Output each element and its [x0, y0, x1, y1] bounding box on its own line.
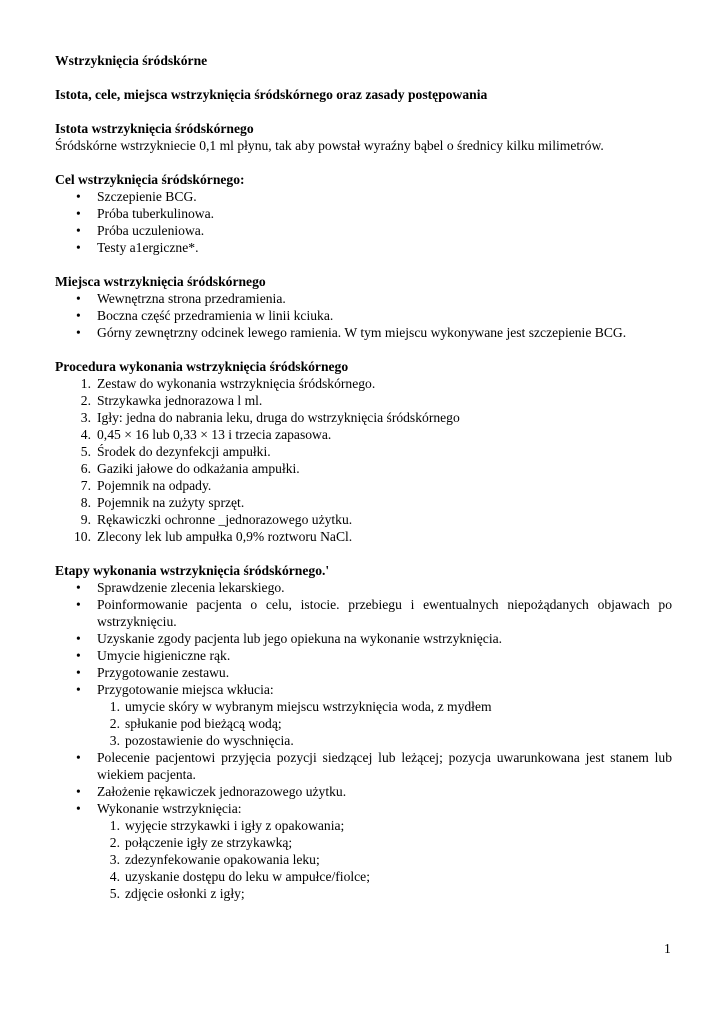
item-text: Wykonanie wstrzyknięcia:	[97, 801, 242, 816]
item-text: umycie skóry w wybranym miejscu wstrzyknięcia woda, z mydłem	[125, 699, 492, 714]
item-number: 4.	[80, 427, 91, 442]
section-heading: Miejsca wstrzyknięcia śródskórnego	[55, 274, 266, 289]
list-item	[55, 392, 672, 409]
item-number: 2.	[109, 835, 120, 850]
item-number: 6.	[80, 461, 91, 476]
item-text: Uzyskanie zgody pacjenta lub jego opiekuna na wykonanie wstrzyknięcia.	[97, 631, 503, 646]
item-text: Sprawdzenie zlecenia lekarskiego.	[97, 580, 285, 595]
item-text: Założenie rękawiczek jednorazowego użytku.	[97, 784, 347, 799]
list-item: • Boczna część przedramienia w linii kciuka.	[55, 307, 672, 324]
sub-list-item	[55, 732, 672, 749]
section-heading: Etapy wykonania wstrzyknięcia śródskórnego.'	[55, 563, 330, 578]
list-item	[55, 460, 672, 477]
list-item	[55, 409, 672, 426]
item-number: 2.	[109, 716, 120, 731]
document-title: Wstrzyknięcia śródskórne	[55, 53, 208, 68]
page-number: 1	[664, 941, 671, 956]
sub-numbered-list	[55, 698, 672, 749]
section-cel	[55, 171, 672, 256]
list-item	[55, 749, 672, 783]
list-item	[55, 630, 672, 647]
item-text: pozostawienie do wyschnięcia.	[125, 733, 294, 748]
item-text: wyjęcie strzykawki i igły z opakowania;	[125, 818, 345, 833]
item-text: Środek do dezynfekcji ampułki.	[97, 444, 271, 459]
item-text: Igły: jedna do nabrania leku, druga do wstrzyknięcia śródskórnego	[97, 410, 460, 425]
sub-numbered-list	[55, 817, 672, 902]
sub-list-item	[55, 834, 672, 851]
item-number: 2.	[80, 393, 91, 408]
item-text: zdjęcie osłonki z igły;	[125, 886, 245, 901]
item-text: Polecenie pacjentowi przyjęcia pozycji siedzącej lub leżącej; pozycja uwarunkowana jest stanem lub wiekiem pacjenta.	[97, 750, 672, 782]
numbered-list	[55, 375, 672, 545]
list-item: • Próba uczuleniowa.	[55, 222, 672, 239]
document-subtitle: Istota, cele, miejsca wstrzyknięcia śródskórnego oraz zasady postępowania	[55, 87, 488, 102]
bullet-list	[55, 290, 672, 341]
item-text: Przygotowanie miejsca wkłucia:	[97, 682, 274, 697]
item-number: 1.	[109, 818, 120, 833]
list-item	[55, 511, 672, 528]
item-text: Poinformowanie pacjenta o celu, istocie. przebiegu i ewentualnych niepożądanych objawach po wstrzyknięciu.	[97, 597, 672, 629]
list-item	[55, 783, 672, 800]
list-item: • Testy a1ergiczne*.	[55, 239, 672, 256]
sub-list-item	[55, 851, 672, 868]
item-number: 1.	[80, 376, 91, 391]
list-item	[55, 494, 672, 511]
item-text: Gaziki jałowe do odkażania ampułki.	[97, 461, 300, 476]
item-number: 5.	[109, 886, 120, 901]
item-text: Umycie higieniczne rąk.	[97, 648, 231, 663]
bullet-list	[55, 188, 672, 256]
section-etapy	[55, 562, 672, 902]
sub-list-item	[55, 817, 672, 834]
list-item	[55, 664, 672, 681]
item-text: Pojemnik na odpady.	[97, 478, 212, 493]
item-text: zdezynfekowanie opakowania leku;	[125, 852, 320, 867]
item-number: 10.	[74, 529, 91, 544]
list-item	[55, 443, 672, 460]
section-heading: Istota wstrzyknięcia śródskórnego	[55, 121, 254, 136]
item-text: Pojemnik na zużyty sprzęt.	[97, 495, 245, 510]
item-text: Przygotowanie zestawu.	[97, 665, 230, 680]
list-item	[55, 426, 672, 443]
item-text: Strzykawka jednorazowa l ml.	[97, 393, 263, 408]
section-istota	[55, 120, 672, 154]
bullet-list	[55, 579, 672, 698]
section-text: Śródskórne wstrzykniecie 0,1 ml płynu, tak aby powstał wyraźny bąbel o średnicy kilku milimetrów.	[55, 138, 604, 153]
list-item: • Próba tuberkulinowa.	[55, 205, 672, 222]
list-item	[55, 477, 672, 494]
list-item: • Wewnętrzna strona przedramienia.	[55, 290, 672, 307]
item-number: 4.	[109, 869, 120, 884]
section-procedura	[55, 358, 672, 545]
list-item: • Szczepienie BCG.	[55, 188, 672, 205]
item-text: 0,45 × 16 lub 0,33 × 13 i trzecia zapasowa.	[97, 427, 332, 442]
item-number: 7.	[80, 478, 91, 493]
item-number: 3.	[80, 410, 91, 425]
item-number: 9.	[80, 512, 91, 527]
item-number: 3.	[109, 733, 120, 748]
list-item: • Górny zewnętrzny odcinek lewego ramienia. W tym miejscu wykonywane jest szczepienie BCG.	[55, 324, 672, 341]
section-miejsca	[55, 273, 672, 341]
list-item	[55, 647, 672, 664]
list-item	[55, 579, 672, 596]
item-number: 8.	[80, 495, 91, 510]
section-heading: Cel wstrzyknięcia śródskórnego:	[55, 172, 245, 187]
item-number: 5.	[80, 444, 91, 459]
sub-list-item	[55, 885, 672, 902]
list-item	[55, 800, 672, 817]
item-text: połączenie igły ze strzykawką;	[125, 835, 293, 850]
item-text: spłukanie pod bieżącą wodą;	[125, 716, 282, 731]
section-heading: Procedura wykonania wstrzyknięcia śródskórnego	[55, 359, 349, 374]
item-number: 1.	[109, 699, 120, 714]
item-text: Zlecony lek lub ampułka 0,9% roztworu NaCl.	[97, 529, 353, 544]
item-number: 3.	[109, 852, 120, 867]
sub-list-item	[55, 715, 672, 732]
sub-list-item	[55, 868, 672, 885]
list-item	[55, 596, 672, 630]
list-item	[55, 528, 672, 545]
sub-list-item	[55, 698, 672, 715]
list-item	[55, 375, 672, 392]
list-item	[55, 681, 672, 698]
item-text: uzyskanie dostępu do leku w ampułce/fiolce;	[125, 869, 370, 884]
bullet-list	[55, 749, 672, 817]
item-text: Zestaw do wykonania wstrzyknięcia śródskórnego.	[97, 376, 376, 391]
item-text: Rękawiczki ochronne _jednorazowego użytku.	[97, 512, 353, 527]
